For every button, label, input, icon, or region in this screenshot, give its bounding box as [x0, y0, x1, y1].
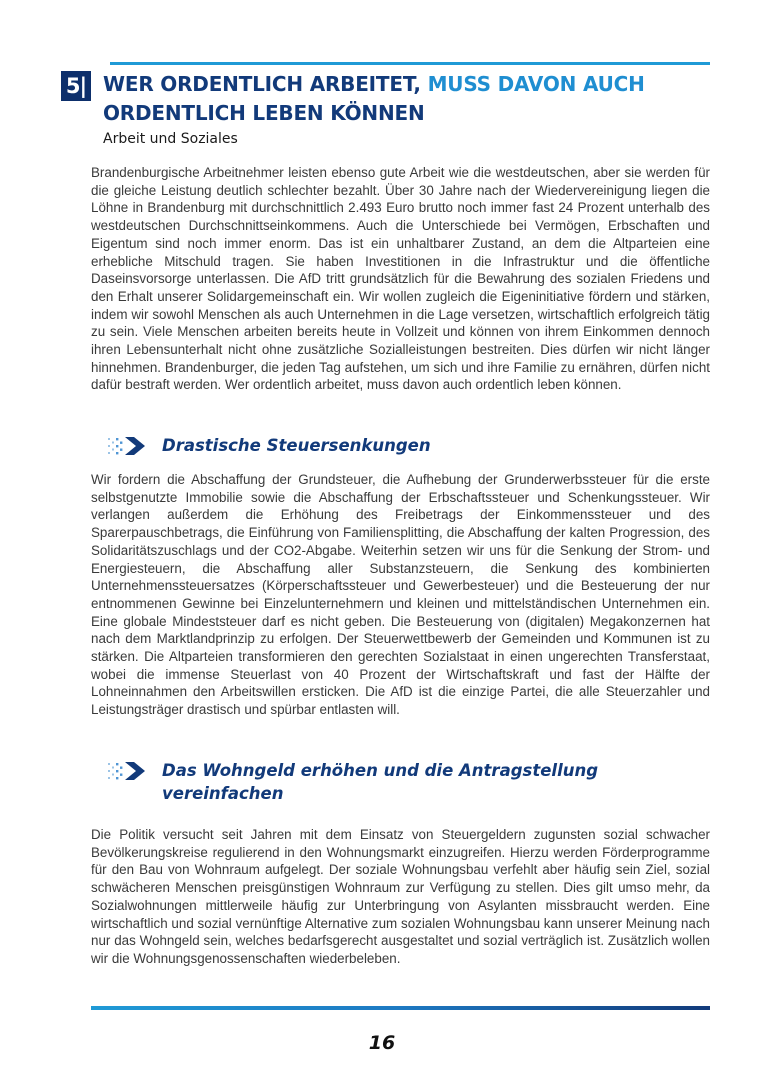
chapter-title-part3: ORDENTLICH LEBEN KÖNNEN [103, 101, 425, 125]
top-divider [110, 62, 710, 65]
chevron-arrow-icon [108, 436, 148, 456]
section-title: Das Wohngeld erhöhen und die Antragstellung vereinfachen [162, 761, 599, 803]
section-heading-taxes [108, 434, 632, 457]
chevron-arrow-icon [108, 761, 148, 781]
bottom-divider [91, 1006, 710, 1010]
page-number: 16 [368, 1032, 396, 1054]
section-title: Drastische Steuersenkungen [162, 436, 431, 455]
chapter-title-part1: WER ORDENTLICH ARBEITET, [103, 72, 421, 96]
chapter-title [103, 70, 723, 128]
chapter-subtitle: Arbeit und Soziales [103, 131, 238, 147]
section-body-housing: Die Politik versucht seit Jahren mit dem Einsatz von Steuergeldern zugunsten sozial schwacher Bevölkerungskreise regulierend in den Wohnungsmarkt einzugreifen. Hierzu werden Förderprogramme für den Bau von Wohnraum aufgelegt. Der soziale Wohnungsbau verfehlt aber häufig sein Ziel, sozial schwächeren Menschen preisgünstigen Wohnraum zur Verfügung zu stellen. Dies gilt umso mehr, da Sozialwohnungen mittlerweile häufig zur Unterbringung von Asylanten missbraucht werden. Eine wirtschaftlich und sozial vernünftige Alternative zum sozialen Wohnungsbau kann unserer Meinung nach nur das Wohngeld sein, welches bedarfsgerecht ausgestaltet und sozial verträglich ist. Zusätzlich wollen wir die Wohnungsgenossenschaften wiederbeleben. [91, 827, 710, 966]
section-heading-housing [108, 759, 632, 805]
chapter-number-badge: 5| [61, 71, 91, 101]
section-body-taxes: Wir fordern die Abschaffung der Grundsteuer, die Aufhebung der Grunderwerbssteuer für die erste selbstgenutzte Immobilie sowie die Abschaffung der Erbschaftssteuer und Schenkungssteuer. Wir verlangen außerdem die Erhöhung des Freibetrags der Einkommenssteuer und des Sparerpauschbetrags, die Einführung von Familiensplitting, die Abschaffung der kalten Progression, des Solidaritätszuschlags und der CO2-Abgabe. Weiterhin setzen wir uns für die Senkung der Strom- und Energiesteuern, die Abschaffung aller Substanzsteuern, die Senkung des kombinierten Unternehmenssteuersatzes (Körperschaftssteuer und Gewerbesteuer) und die Besteuerung der nur entnommenen Gewinne bei Einzelunternehmern und kleinen und mittelständischen Unternehmen ein. Eine globale Mindeststeuer darf es nicht geben. Die Besteuerung von (digitalen) Megakonzernen hat nach dem Marktlandprinzip zu erfolgen. Der Steuerwettbewerb der Gemeinden und Kommunen ist zu stärken. Die Altparteien transformieren den gerechten Sozialstaat in einen ungerechten Transferstaat, wobei die immense Steuerlast von 40 Prozent der Wirtschaftskraft und fast der Hälfte der Lohneinnahmen den Arbeitswillen ersticken. Die AfD ist die einzige Partei, die alle Steuerzahler und Leistungsträger drastisch und spürbar entlasten will. [91, 472, 710, 718]
chapter-title-part2: MUSS DAVON AUCH [427, 72, 645, 96]
intro-paragraph: Brandenburgische Arbeitnehmer leisten ebenso gute Arbeit wie die westdeutschen, aber sie werden für die gleiche Leistung deutlich schlechter bezahlt. Über 30 Jahre nach der Wiedervereinigung liegen die Löhne in Brandenburg mit durchschnittlich 2.493 Euro brutto noch immer fast 24 Prozent unterhalb des westdeutschen Durchschnittseinkommens. Auch die Unterschiede bei Vermögen, Erbschaften und Eigentum sind noch immer enorm. Das ist ein unhaltbarer Zustand, an dem die Altparteien eine erhebliche Mitschuld tragen. Sie haben Investitionen in die Infrastruktur und die öffentliche Daseinsvorsorge unterlassen. Die AfD tritt grundsätzlich für die Bewahrung des sozialen Friedens und den Erhalt unserer Solidargemeinschaft ein. Wir wollen zugleich die Eigeninitiative fördern und stärken, indem wir sowohl Menschen als auch Unternehmen in die Lage versetzen, wirtschaftlich erfolgreich tätig zu sein. Viele Menschen arbeiten bereits heute in Vollzeit und können von ihrem Einkommen dennoch ihren Lebensunterhalt nicht ohne zusätzliche Sozialleistungen bestreiten. Dies dürfen wir nicht länger hinnehmen. Brandenburger, die jeden Tag aufstehen, um sich und ihre Familie zu ernähren, dürfen nicht dafür bestraft werden. Wer ordentlich arbeitet, muss davon auch ordentlich leben können. [91, 165, 710, 393]
